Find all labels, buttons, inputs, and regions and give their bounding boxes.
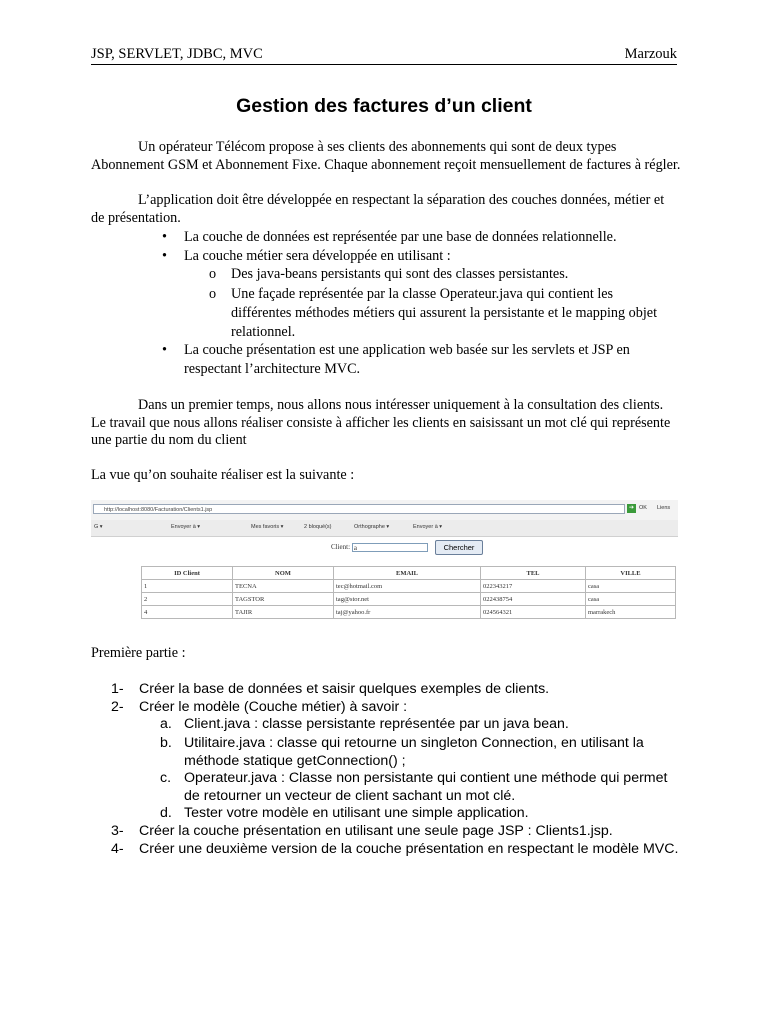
table-cell: TAGSTOR bbox=[233, 593, 334, 606]
sub-step-item bbox=[160, 769, 679, 805]
sub-step-text: Client.java : classe persistante représentée par un java bean. bbox=[184, 716, 569, 732]
bullet-item bbox=[162, 341, 679, 379]
sub-step-item bbox=[160, 804, 679, 822]
step-number: 2- bbox=[111, 699, 124, 715]
sub-bullet-marker: o bbox=[209, 266, 217, 282]
column-header: NOM bbox=[233, 567, 334, 580]
table-cell: marrakech bbox=[586, 606, 676, 619]
table-cell: 4 bbox=[142, 606, 233, 619]
header-rule bbox=[91, 64, 677, 65]
bullet-text: La couche présentation est une application web basée sur les servlets et JSP en respectant l’architecture MVC. bbox=[184, 342, 630, 377]
table-row bbox=[142, 580, 676, 593]
step-number: 4- bbox=[111, 841, 124, 857]
table-cell: 022343217 bbox=[481, 580, 586, 593]
bullet-text: La couche métier sera développée en utilisant : bbox=[184, 248, 451, 264]
column-header: VILLE bbox=[586, 567, 676, 580]
search-form bbox=[331, 543, 475, 552]
bullet-item bbox=[162, 228, 684, 247]
table-cell: tag@stor.net bbox=[334, 593, 481, 606]
browser-toolbar bbox=[91, 520, 678, 537]
bullet-marker: • bbox=[162, 248, 167, 264]
send-to-button-2[interactable]: Envoyer à ▾ bbox=[413, 524, 443, 530]
ok-label[interactable]: OK bbox=[639, 505, 647, 511]
table-cell: 1 bbox=[142, 580, 233, 593]
column-header: TEL bbox=[481, 567, 586, 580]
part-title: Première partie : bbox=[91, 645, 186, 661]
send-to-button[interactable]: Envoyer à ▾ bbox=[171, 524, 201, 530]
table-cell: 022438754 bbox=[481, 593, 586, 606]
sub-bullet-text: Une façade représentée par la classe Operateur.java qui contient les différentes méthodes métiers qui assurent la persistante et le mapping objet relationnel. bbox=[231, 286, 658, 340]
links-label[interactable]: Liens bbox=[657, 505, 671, 511]
header-left: JSP, SERVLET, JDBC, MVC bbox=[91, 46, 263, 62]
browser-screenshot bbox=[91, 500, 678, 632]
table-cell: casa bbox=[586, 593, 676, 606]
client-label: Client: bbox=[331, 543, 351, 552]
sub-step-letter: b. bbox=[160, 735, 172, 751]
column-header: EMAIL bbox=[334, 567, 481, 580]
table-cell: 2 bbox=[142, 593, 233, 606]
step-item bbox=[111, 840, 684, 858]
table-cell: casa bbox=[586, 580, 676, 593]
go-icon[interactable]: ➔ bbox=[628, 505, 635, 511]
document-title: Gestion des factures d’un client bbox=[236, 95, 532, 117]
table-cell: tec@hotmail.com bbox=[334, 580, 481, 593]
bullet-marker: • bbox=[162, 342, 167, 358]
page-header bbox=[91, 46, 677, 64]
step-text: Créer le modèle (Couche métier) à savoir : bbox=[139, 699, 408, 715]
table-cell: 024564321 bbox=[481, 606, 586, 619]
sub-step-text: Tester votre modèle en utilisant une simple application. bbox=[184, 805, 529, 821]
sub-bullet-item bbox=[209, 265, 671, 284]
vue-label: La vue qu’on souhaite réaliser est la suivante : bbox=[91, 467, 355, 483]
step-item bbox=[111, 680, 679, 698]
search-button[interactable]: Chercher bbox=[435, 540, 483, 555]
step-item bbox=[111, 698, 679, 716]
sub-bullet-item bbox=[209, 285, 671, 342]
sub-step-letter: a. bbox=[160, 716, 172, 732]
sub-bullet-text: Des java-beans persistants qui sont des classes persistantes. bbox=[231, 266, 569, 282]
step-text: Créer la base de données et saisir quelques exemples de clients. bbox=[139, 681, 550, 697]
spelling-button[interactable]: Orthographe ▾ bbox=[354, 524, 390, 530]
sub-step-item bbox=[160, 734, 679, 770]
address-bar bbox=[91, 500, 678, 521]
sub-step-letter: c. bbox=[160, 770, 172, 786]
intro-paragraph-1: Un opérateur Télécom propose à ses clients des abonnements qui sont de deux types Abonnement GSM et Abonnement Fixe. Chaque abonnement reçoit mensuellement de factures à régler. bbox=[91, 139, 681, 173]
clients-table bbox=[141, 566, 676, 619]
step-text: Créer une deuxième version de la couche présentation en respectant le modèle MVC. bbox=[139, 841, 679, 857]
sub-step-text: Operateur.java : Classe non persistante qui contient une méthode qui permet de retourner un vecteur de client sachant un mot clé. bbox=[184, 770, 668, 804]
bullet-marker: • bbox=[162, 229, 167, 245]
google-button[interactable]: G ▾ bbox=[94, 524, 103, 530]
table-row bbox=[142, 606, 676, 619]
header-right: Marzouk bbox=[624, 46, 677, 62]
intro-paragraph-2: L’application doit être développée en respectant la séparation des couches données, métier et de présentation. bbox=[91, 192, 665, 226]
sub-step-letter: d. bbox=[160, 805, 172, 821]
bullet-text: La couche de données est représentée par une base de données relationnelle. bbox=[184, 229, 617, 245]
table-cell: taj@yahoo.fr bbox=[334, 606, 481, 619]
bullet-item bbox=[162, 247, 684, 266]
step-number: 3- bbox=[111, 823, 124, 839]
table-cell: TAJIR bbox=[233, 606, 334, 619]
client-input[interactable]: a bbox=[352, 543, 428, 552]
step-text: Créer la couche présentation en utilisant une seule page JSP : Clients1.jsp. bbox=[139, 823, 613, 839]
table-header-row bbox=[142, 567, 676, 580]
paragraph-3: Dans un premier temps, nous allons nous intéresser uniquement à la consultation des clients. Le travail que nous allons réaliser consiste à afficher les clients en saisissant un mot clé qui représente une partie du nom du client bbox=[91, 397, 671, 448]
sub-step-item bbox=[160, 715, 679, 733]
table-cell: TECNA bbox=[233, 580, 334, 593]
step-number: 1- bbox=[111, 681, 124, 697]
table-row bbox=[142, 593, 676, 606]
sub-bullet-marker: o bbox=[209, 286, 217, 302]
step-item bbox=[111, 822, 679, 840]
url-field[interactable]: http://localhost:8080/Facturation/Clients1.jsp bbox=[93, 504, 625, 514]
favorites-button[interactable]: Mes favoris ▾ bbox=[251, 524, 284, 530]
blocked-button[interactable]: 2 bloqué(s) bbox=[304, 524, 332, 530]
column-header: ID Client bbox=[142, 567, 233, 580]
sub-step-text: Utilitaire.java : classe qui retourne un singleton Connection, en utilisant la méthode statique getConnection() ; bbox=[184, 735, 644, 769]
